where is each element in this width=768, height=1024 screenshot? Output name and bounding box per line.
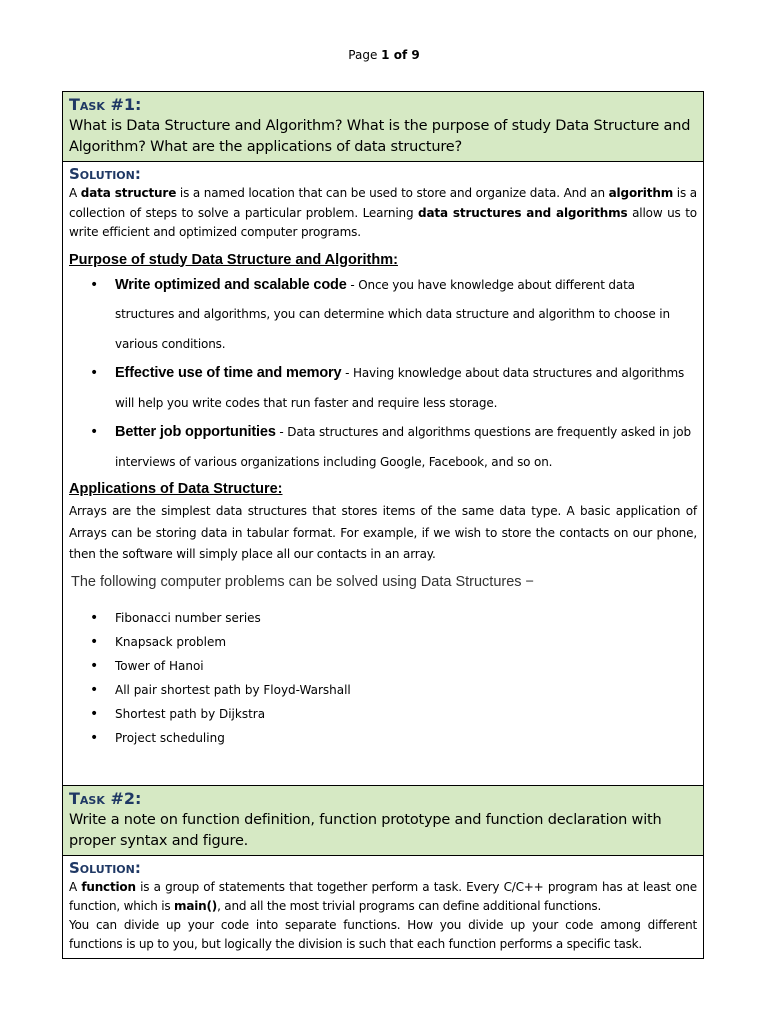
purpose-item: • Better job opportunities - Data structures and algorithms questions are frequently asked in job interviews of various organizations including Google, Facebook, and so on. <box>115 418 703 477</box>
applications-heading: Applications of Data Structure: <box>69 481 283 497</box>
problems-lead: The following computer problems can be solved using Data Structures − <box>71 573 535 590</box>
task1-header <box>63 92 703 162</box>
task2-paragraph-1: A function is a group of statements that together perform a task. Every C/C++ program has at least one function, which is main(), and all the most trivial programs can define additional functions. <box>69 880 697 913</box>
task1-intro: A data structure is a named location that can be used to store and organize data. And an algorithm is a collection of steps to solve a particular problem. Learning data structures and algorithms allow us to write efficient and optimized computer programs. <box>69 186 697 239</box>
problem-item: • Fibonacci number series <box>115 606 703 630</box>
task2-solution-title: Solution: <box>69 859 141 877</box>
problem-item: • Project scheduling <box>115 726 703 750</box>
task-table <box>62 91 704 959</box>
task1-question: What is Data Structure and Algorithm? What is the purpose of study Data Structure and Algorithm? What are the applications of data structure? <box>69 118 691 155</box>
task2-question: Write a note on function definition, function prototype and function declaration with proper syntax and figure. <box>69 812 662 849</box>
problem-item: • All pair shortest path by Floyd-Warshall <box>115 678 703 702</box>
problems-list <box>63 606 703 750</box>
task2-header <box>63 785 703 856</box>
problem-item: • Shortest path by Dijkstra <box>115 702 703 726</box>
task1-title: Task #1: <box>69 95 142 114</box>
purpose-list <box>63 271 703 478</box>
task1-solution-title: Solution: <box>69 165 141 183</box>
task2-solution <box>63 856 703 954</box>
purpose-heading: Purpose of study Data Structure and Algorithm: <box>69 251 398 268</box>
page-number: Page 1 of 9 <box>348 48 420 62</box>
purpose-item: • Write optimized and scalable code - Once you have knowledge about different data structures and algorithms, you can determine which data structure and algorithm to choose in various conditions. <box>115 271 703 360</box>
task1-solution <box>63 162 703 785</box>
task2-title: Task #2: <box>69 789 142 808</box>
purpose-item: • Effective use of time and memory - Having knowledge about data structures and algorithms will help you write codes that run faster and require less storage. <box>115 359 703 418</box>
task2-paragraph-2: You can divide up your code into separate functions. How you divide up your code among different functions is up to you, but logically the division is such that each function performs a specific task. <box>69 918 697 951</box>
applications-text: Arrays are the simplest data structures that stores items of the same data type. A basic application of Arrays can be storing data in tabular format. For example, if we wish to store the contacts on our phone, then the software will simply place all our contacts in an array. <box>69 504 697 561</box>
problem-item: • Knapsack problem <box>115 630 703 654</box>
problem-item: • Tower of Hanoi <box>115 654 703 678</box>
